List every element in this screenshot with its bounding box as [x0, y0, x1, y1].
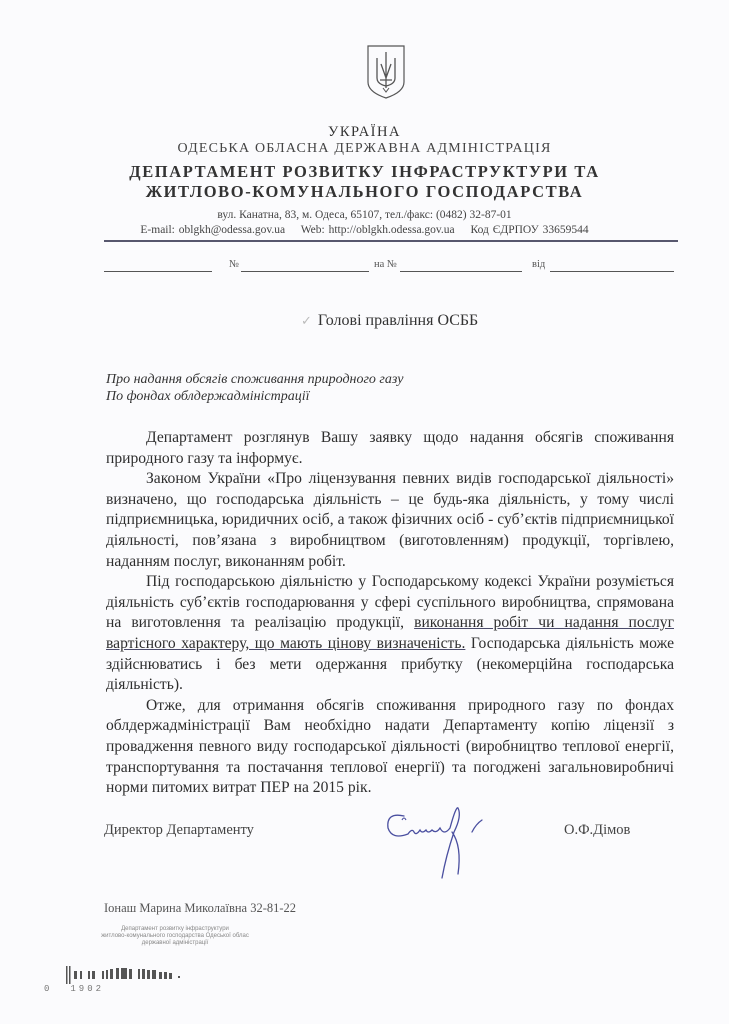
- outgoing-date-blank: [104, 271, 212, 272]
- paragraph-3-start: Під господарською діяльністю у Господарському кодексі України розуміється діяльність суб’єктів господарювання у сфері суспільного виробництва, спрямована на виготовлення та реалізацію продукції,: [106, 573, 674, 632]
- department-heading-line1: ДЕПАРТАМЕНТ РОЗВИТКУ ІНФРАСТРУКТУРИ ТА: [129, 162, 600, 181]
- email-link[interactable]: E-mail: oblgkh@odessa.gov.ua: [140, 224, 286, 236]
- department-heading-line2: ЖИТЛОВО-КОМУНАЛЬНОГО ГОСПОДАРСТВА: [145, 182, 584, 201]
- reply-to-label: на №: [374, 259, 397, 270]
- department-contacts: [0, 224, 729, 236]
- barcode-icon: [66, 966, 216, 984]
- reply-date-blank: [550, 271, 674, 272]
- paragraph-2: Законом України «Про ліцензування певних видів господарської діяльності» визначено, що господарська діяльність – це будь-яка діяльність, у тому числі підприємницька, юридичних осіб, а також фізичних осіб - суб’єктів підприємницької діяльності, пов’язана з виробництвом (виготовленням) продукції, торгівлею, наданням послуг, виконанням робіт.: [106, 470, 674, 570]
- signatory-title: Директор Департаменту: [104, 822, 254, 838]
- paragraph-4: Отже, для отримання обсягів споживання природного газу по фондах облдержадміністрації Вам необхідно надати Департаменту копію ліцензії з провадження певного виду господарської діяльності (виробництво теплової енергії, транспортування та постачання теплової енергії) та погоджені загальновиробничі норми питомих витрат ПЕР на 2015 рік.: [106, 696, 674, 797]
- outgoing-number-blank: [241, 271, 369, 272]
- paragraph-1: Департамент розглянув Вашу заявку щодо надання обсягів споживання природного газу та інформує.: [106, 429, 674, 467]
- country-heading: УКРАЇНА: [328, 124, 401, 140]
- barcode-number: [44, 984, 104, 994]
- department-address: вул. Канатна, 83, м. Одеса, 65107, тел./факс: (0482) 32-87-01: [217, 209, 512, 221]
- check-mark-icon: ✓: [301, 313, 312, 328]
- paragraph-3-underlined: виконання робіт чи надання послуг вартісного характеру, що мають цінову визначеність.: [106, 614, 674, 652]
- addressee: [301, 312, 478, 330]
- edrpou-code: Код ЄДРПОУ 33659544: [470, 224, 589, 236]
- administration-heading: ОДЕСЬКА ОБЛАСНА ДЕРЖАВНА АДМІНІСТРАЦІЯ: [177, 141, 552, 156]
- subject-line-2: По фондах облдержадміністрації: [106, 389, 310, 404]
- header-divider: [104, 240, 678, 242]
- signature-block: [104, 822, 684, 882]
- number-label: №: [229, 259, 240, 270]
- date-label: від: [532, 259, 546, 270]
- subject-line-1: Про надання обсягів споживання природного газу: [106, 372, 404, 387]
- web-link[interactable]: Web: http://oblgkh.odessa.gov.ua: [300, 224, 455, 236]
- barcode-lead-digit: 0: [44, 984, 53, 994]
- stamp-line-1: Департамент розвитку інфраструктури: [121, 926, 229, 932]
- barcode-digits: 1902: [70, 984, 105, 994]
- signatory-name: О.Ф.Дімов: [564, 822, 631, 838]
- paragraph-3-end: Господарська діяльність може здійснюватись і без мети одержання прибутку (некомерційна господарська діяльність).: [106, 634, 674, 694]
- paragraph-3: [106, 572, 674, 696]
- trident-coat-of-arms-icon: [366, 44, 406, 100]
- executor-contact: Іонаш Марина Миколаївна 32-81-22: [104, 901, 297, 915]
- addressee-text: Голові правління ОСББ: [317, 312, 479, 329]
- reference-line: [104, 259, 674, 275]
- reply-number-blank: [400, 271, 522, 272]
- letter-body: [106, 428, 674, 799]
- stamp-line-2: житлово-комунального господарства Одеської облас: [101, 933, 249, 939]
- registration-stamp: [60, 926, 290, 947]
- stamp-line-3: державної адміністрації: [141, 940, 209, 946]
- handwritten-signature-icon: [382, 802, 512, 882]
